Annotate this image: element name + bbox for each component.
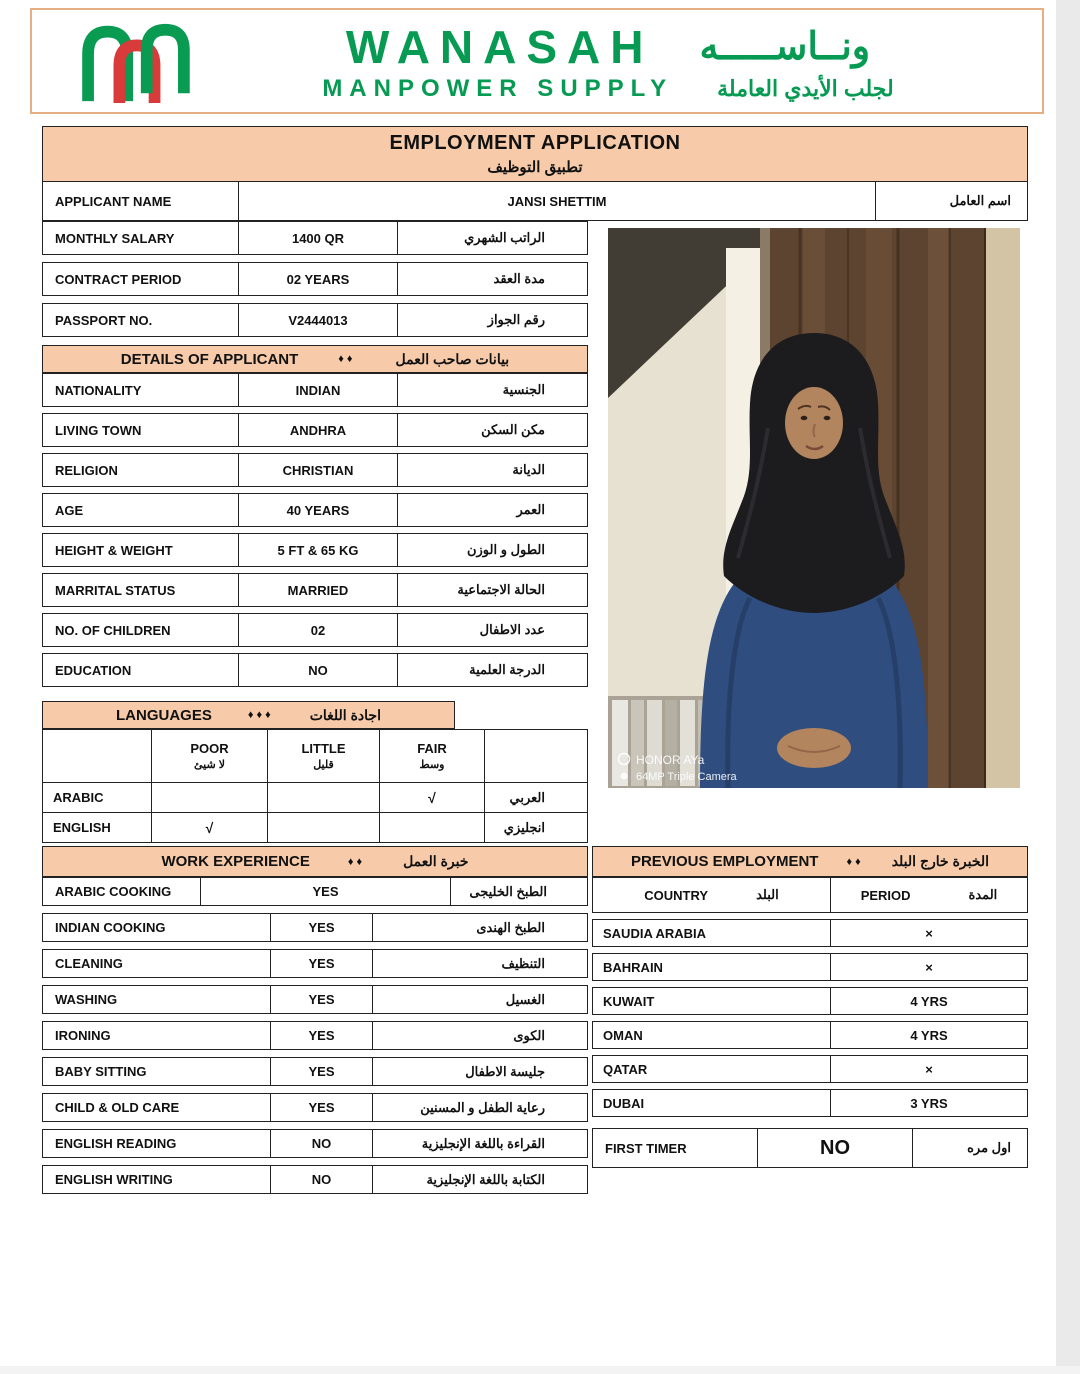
skill-label-ar: الكتابة باللغة الإنجليزية [372,1165,588,1194]
brand-line1 [210,20,1006,74]
little-mark [267,782,380,813]
watermark-line2: 64MP Triple Camera [636,771,737,783]
col-header-ar: وسط [419,759,445,771]
section-title-ar: اجادة اللغات [309,706,381,723]
skill-label-ar: الغسيل [372,985,588,1014]
field-value: NO [238,653,398,687]
field-label-ar: الطول و الوزن [397,533,588,567]
col-header-en: PERIOD [860,887,911,903]
details-section-header [42,345,588,373]
brand-tagline-en: MANPOWER SUPPLY [322,74,674,102]
diamonds-ornament: ♦♦ [347,855,366,868]
applicant-name-row [42,181,1028,221]
watermark-line1: HONOR AYa [636,753,705,767]
languages-table [42,729,588,843]
language-label-ar: العربي [484,782,588,813]
languages-corner-cell [42,729,152,783]
col-header-ar: قليل [313,759,334,771]
scan-edge-right [1056,0,1080,1374]
work-experience-section-header [42,846,588,877]
applicant-photo [608,228,1020,788]
field-label: CONTRACT PERIOD [42,262,239,296]
field-row-monthly-salary [42,221,588,255]
skill-value: YES [270,949,373,978]
brand-text [210,20,1042,103]
fair-mark [379,812,485,843]
diamonds-ornament: ♦♦ [338,353,356,365]
previous-employment-rows [592,919,1028,1123]
col-header-ar: المدة [968,887,998,902]
skill-value: YES [200,877,451,906]
country-row-oman [592,1021,1028,1049]
country-period: 4 YRS [830,987,1028,1015]
section-title: DETAILS OF APPLICANT [120,350,299,368]
country-name: DUBAI [592,1089,831,1117]
field-value: 02 YEARS [238,262,398,296]
field-value: 02 [238,613,398,647]
section-title-ar: الخبرة خارج البلد [891,853,990,869]
country-row-bahrain [592,953,1028,981]
work-experience-rows [42,877,588,1201]
brand-name-en: WANASAH [345,20,654,73]
brand-header [30,8,1044,114]
first-timer-label-ar: اول مره [912,1128,1028,1168]
field-value: INDIAN [238,373,398,407]
applicant-name-label: APPLICANT NAME [42,181,239,221]
field-label-ar: الحالة الاجتماعية [397,573,588,607]
skill-value: YES [270,1093,373,1122]
languages-header-right-cell [484,729,588,783]
field-value: CHRISTIAN [238,453,398,487]
col-header-en: LITTLE [301,741,346,756]
country-row-saudia-arabia [592,919,1028,947]
language-label: ARABIC [42,782,152,813]
skill-label: ARABIC COOKING [42,877,201,906]
skill-row-washing [42,985,588,1014]
language-row-arabic [42,782,588,813]
skill-label-ar: القراءة باللغة الإنجليزية [372,1129,588,1158]
field-row-living-town [42,413,588,447]
field-row-nationality [42,373,588,407]
form-title-en: EMPLOYMENT APPLICATION [389,132,681,154]
country-period: 4 YRS [830,1021,1028,1049]
applicant-name-label-ar: اسم العامل [875,181,1028,221]
skill-row-baby-sitting [42,1057,588,1086]
skill-label-ar: جليسة الاطفال [372,1057,588,1086]
skill-label: ENGLISH WRITING [42,1165,271,1194]
section-title-ar: بيانات صاحب العمل [395,350,510,367]
col-header-en: FAIR [417,741,447,756]
field-value: 5 FT & 65 KG [238,533,398,567]
field-label: RELIGION [42,453,239,487]
skill-row-child-old-care [42,1093,588,1122]
skill-row-english-reading [42,1129,588,1158]
field-label-ar: الراتب الشهري [397,221,588,255]
field-label: AGE [42,493,239,527]
country-name: SAUDIA ARABIA [592,919,831,947]
col-header-en: COUNTRY [644,887,709,903]
field-row-education [42,653,588,687]
field-value: MARRIED [238,573,398,607]
field-value: 1400 QR [238,221,398,255]
skill-row-arabic-cooking [42,877,588,906]
language-label: ENGLISH [42,812,152,843]
field-row-contract-period [42,262,588,296]
field-label: MARRITAL STATUS [42,573,239,607]
brand-line2 [210,75,1006,103]
period-column-header [830,877,1028,913]
languages-col-fair [379,729,485,783]
field-label: NATIONALITY [42,373,239,407]
poor-mark: √ [151,812,268,843]
field-label-ar: مكن السكن [397,413,588,447]
field-label-ar: الدرجة العلمية [397,653,588,687]
scan-edge-bottom [0,1366,1080,1374]
wanasah-logo-icon [76,17,194,105]
languages-col-poor [151,729,268,783]
language-label-ar: انجليزي [484,812,588,843]
brand-name-ar: ونــاســـــه [699,26,871,68]
skill-value: YES [270,985,373,1014]
skill-label-ar: رعاية الطفل و المسنين [372,1093,588,1122]
skill-label-ar: الكوى [372,1021,588,1050]
field-label-ar: الجنسية [397,373,588,407]
skill-row-ironing [42,1021,588,1050]
skill-label: ENGLISH READING [42,1129,271,1158]
diamonds-ornament: ♦♦ [846,855,864,868]
field-value: 40 YEARS [238,493,398,527]
country-row-kuwait [592,987,1028,1015]
field-label-ar: مدة العقد [397,262,588,296]
country-period: × [830,953,1028,981]
little-mark [267,812,380,843]
field-label-ar: عدد الاطفال [397,613,588,647]
country-row-dubai [592,1089,1028,1117]
details-rows [42,373,588,693]
skill-label-ar: الطبخ الخليجى [450,877,588,906]
field-label: MONTHLY SALARY [42,221,239,255]
field-row-passport-no [42,303,588,337]
field-row-religion [42,453,588,487]
field-row-marital-status [42,573,588,607]
skill-value: YES [270,1057,373,1086]
skill-value: YES [270,913,373,942]
brand-tagline-ar: لجلب الأيدي العاملة [717,75,894,101]
skill-label: WASHING [42,985,271,1014]
skill-label: CHILD & OLD CARE [42,1093,271,1122]
languages-section-header [42,701,455,729]
skill-value: YES [270,1021,373,1050]
previous-employment-section-header [592,846,1028,877]
section-title-ar: خبرة العمل [403,853,469,869]
section-title: PREVIOUS EMPLOYMENT [630,853,819,870]
section-title: LANGUAGES [116,706,212,724]
country-name: OMAN [592,1021,831,1049]
section-title: WORK EXPERIENCE [161,853,310,870]
previous-employment-column-headers [592,877,1028,913]
country-name: QATAR [592,1055,831,1083]
languages-header-row [42,729,588,783]
col-header-en: POOR [190,741,229,756]
first-timer-label: FIRST TIMER [592,1128,758,1168]
col-header-ar: لا شيئ [193,759,226,771]
country-period: 3 YRS [830,1089,1028,1117]
first-timer-row [592,1128,1028,1168]
field-label: HEIGHT & WEIGHT [42,533,239,567]
field-label: NO. OF CHILDREN [42,613,239,647]
form-title-block [42,126,1028,182]
skill-label: INDIAN COOKING [42,913,271,942]
field-label-ar: العمر [397,493,588,527]
skill-value: NO [270,1165,373,1194]
field-label: PASSPORT NO. [42,303,239,337]
country-period: × [830,919,1028,947]
skill-row-cleaning [42,949,588,978]
skill-label-ar: الطبخ الهندى [372,913,588,942]
skill-row-english-writing [42,1165,588,1194]
skill-value: NO [270,1129,373,1158]
field-row-age [42,493,588,527]
language-row-english [42,812,588,843]
col-header-ar: البلد [756,887,779,902]
applicant-photo-illustration [608,228,1020,788]
country-period: × [830,1055,1028,1083]
skill-label-ar: التنظيف [372,949,588,978]
skill-label: CLEANING [42,949,271,978]
field-value: ANDHRA [238,413,398,447]
languages-col-little [267,729,380,783]
field-label: EDUCATION [42,653,239,687]
fair-mark: √ [379,782,485,813]
field-row-height-weight [42,533,588,567]
skill-label: IRONING [42,1021,271,1050]
country-column-header [592,877,831,913]
country-name: KUWAIT [592,987,831,1015]
field-label-ar: رقم الجواز [397,303,588,337]
applicant-name-value: JANSI SHETTIM [238,181,876,221]
field-label: LIVING TOWN [42,413,239,447]
skill-row-indian-cooking [42,913,588,942]
field-value: V2444013 [238,303,398,337]
field-label-ar: الديانة [397,453,588,487]
country-row-qatar [592,1055,1028,1083]
form-title-ar: تطبيق التوظيف [487,159,583,176]
poor-mark [151,782,268,813]
top-field-rows [42,221,588,344]
country-name: BAHRAIN [592,953,831,981]
skill-label: BABY SITTING [42,1057,271,1086]
diamonds-ornament: ♦♦♦ [247,709,274,721]
first-timer-value: NO [757,1128,913,1168]
field-row-children [42,613,588,647]
